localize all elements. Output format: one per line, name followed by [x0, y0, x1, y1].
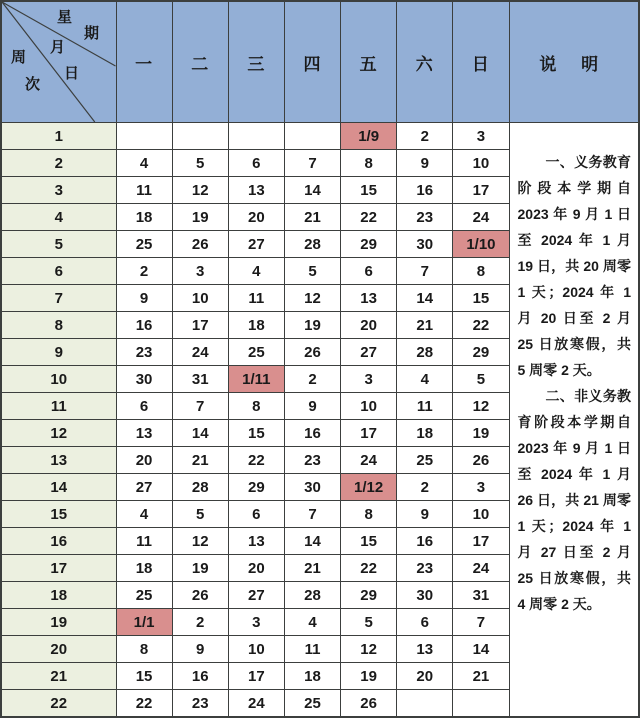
day-cell: 11: [397, 393, 453, 420]
notes-header: 说 明: [509, 1, 639, 123]
day-cell: 9: [116, 285, 172, 312]
day-cell: 29: [228, 474, 284, 501]
day-cell: 21: [453, 663, 509, 690]
day-cell: 14: [397, 285, 453, 312]
day-cell: 6: [228, 501, 284, 528]
day-cell: 21: [284, 555, 340, 582]
month-start-highlight-cell: 1/9: [341, 123, 397, 150]
day-cell: 10: [453, 501, 509, 528]
week-number-cell: 9: [1, 339, 116, 366]
header-row: [1, 1, 639, 123]
week-number-cell: 17: [1, 555, 116, 582]
day-cell: 16: [284, 420, 340, 447]
day-cell: 21: [397, 312, 453, 339]
day-cell: 8: [341, 150, 397, 177]
week-number-cell: 14: [1, 474, 116, 501]
week-number-cell: 8: [1, 312, 116, 339]
month-start-highlight-cell: 1/10: [453, 231, 509, 258]
day-cell: 8: [341, 501, 397, 528]
day-cell: 5: [341, 609, 397, 636]
day-cell: [172, 123, 228, 150]
week-number-cell: 15: [1, 501, 116, 528]
day-cell: 3: [453, 123, 509, 150]
week-number-cell: 4: [1, 204, 116, 231]
notes-paragraph: 一、义务教育阶段本学期自 2023 年 9 月 1 日至 2024 年 1 月 19 日，共 20 周零 1 天；2024 年 1 月 20 日至 2 月 25 日放寒假，共 5 周零 2 天。: [517, 154, 631, 378]
day-cell: 19: [172, 555, 228, 582]
day-cell: 9: [397, 150, 453, 177]
month-start-highlight-cell: 1/12: [341, 474, 397, 501]
day-cell: 7: [453, 609, 509, 636]
day-cell: 2: [172, 609, 228, 636]
day-cell: 16: [397, 177, 453, 204]
day-cell: [228, 123, 284, 150]
day-cell: 6: [116, 393, 172, 420]
day-cell: 23: [172, 690, 228, 718]
month-start-highlight-cell: 1/1: [116, 609, 172, 636]
day-cell: 4: [284, 609, 340, 636]
day-cell: [453, 690, 509, 718]
day-cell: 27: [228, 231, 284, 258]
day-cell: 28: [284, 231, 340, 258]
day-cell: 2: [284, 366, 340, 393]
day-cell: 28: [397, 339, 453, 366]
day-cell: 2: [397, 474, 453, 501]
day-cell: 15: [341, 177, 397, 204]
corner-label-day: 日: [64, 65, 80, 82]
week-number-cell: 3: [1, 177, 116, 204]
corner-label-week-1: 周: [11, 49, 27, 66]
day-cell: 19: [172, 204, 228, 231]
day-cell: 18: [116, 555, 172, 582]
day-cell: 10: [453, 150, 509, 177]
day-cell: 9: [172, 636, 228, 663]
day-cell: 30: [397, 231, 453, 258]
day-cell: 22: [341, 204, 397, 231]
corner-label-weekday-2: 期: [84, 25, 100, 42]
day-header-mon: 一: [116, 1, 172, 123]
day-cell: 18: [116, 204, 172, 231]
day-cell: 11: [284, 636, 340, 663]
day-cell: 5: [453, 366, 509, 393]
day-cell: 22: [341, 555, 397, 582]
day-cell: 26: [284, 339, 340, 366]
day-cell: 2: [116, 258, 172, 285]
day-cell: 25: [116, 231, 172, 258]
week-number-cell: 21: [1, 663, 116, 690]
day-cell: 8: [453, 258, 509, 285]
day-header-fri: 五: [341, 1, 397, 123]
day-cell: 7: [397, 258, 453, 285]
calendar-week-row: [1, 123, 639, 150]
day-cell: 21: [172, 447, 228, 474]
day-cell: 27: [341, 339, 397, 366]
day-header-sun: 日: [453, 1, 509, 123]
day-cell: 4: [116, 501, 172, 528]
day-header-tue: 二: [172, 1, 228, 123]
day-cell: 24: [341, 447, 397, 474]
day-cell: 20: [341, 312, 397, 339]
day-cell: 5: [172, 501, 228, 528]
day-cell: 17: [453, 177, 509, 204]
day-header-thu: 四: [284, 1, 340, 123]
day-cell: 23: [284, 447, 340, 474]
day-cell: 15: [116, 663, 172, 690]
day-cell: 28: [172, 474, 228, 501]
day-cell: 11: [116, 528, 172, 555]
day-cell: 17: [341, 420, 397, 447]
day-cell: 31: [172, 366, 228, 393]
day-cell: 3: [172, 258, 228, 285]
corner-header-cell: [1, 1, 116, 123]
day-cell: 7: [172, 393, 228, 420]
day-cell: [116, 123, 172, 150]
day-cell: 25: [397, 447, 453, 474]
day-cell: 16: [397, 528, 453, 555]
week-number-cell: 13: [1, 447, 116, 474]
day-cell: 17: [172, 312, 228, 339]
day-cell: 3: [341, 366, 397, 393]
day-cell: 24: [228, 690, 284, 718]
day-cell: 23: [397, 555, 453, 582]
day-cell: 10: [341, 393, 397, 420]
day-cell: [284, 123, 340, 150]
day-cell: 13: [228, 528, 284, 555]
day-cell: 24: [453, 555, 509, 582]
day-cell: 30: [284, 474, 340, 501]
week-number-cell: 19: [1, 609, 116, 636]
day-cell: 29: [341, 231, 397, 258]
day-cell: 7: [284, 150, 340, 177]
day-cell: 6: [341, 258, 397, 285]
day-cell: 31: [453, 582, 509, 609]
week-number-cell: 2: [1, 150, 116, 177]
day-header-wed: 三: [228, 1, 284, 123]
day-cell: 22: [116, 690, 172, 718]
day-cell: 10: [228, 636, 284, 663]
week-number-cell: 6: [1, 258, 116, 285]
week-number-cell: 16: [1, 528, 116, 555]
day-cell: 19: [341, 663, 397, 690]
day-cell: 7: [284, 501, 340, 528]
day-cell: 14: [284, 528, 340, 555]
day-cell: 9: [397, 501, 453, 528]
day-cell: 5: [284, 258, 340, 285]
day-cell: 20: [228, 204, 284, 231]
day-cell: 3: [453, 474, 509, 501]
corner-label-week-2: 次: [25, 76, 41, 93]
day-cell: 19: [453, 420, 509, 447]
day-cell: 8: [228, 393, 284, 420]
day-cell: 12: [453, 393, 509, 420]
day-cell: 23: [397, 204, 453, 231]
day-cell: [397, 690, 453, 718]
corner-label-month: 月: [50, 39, 66, 56]
month-start-highlight-cell: 1/11: [228, 366, 284, 393]
day-cell: 9: [284, 393, 340, 420]
day-cell: 13: [341, 285, 397, 312]
day-cell: 12: [172, 177, 228, 204]
day-cell: 28: [284, 582, 340, 609]
day-cell: 18: [228, 312, 284, 339]
week-number-cell: 10: [1, 366, 116, 393]
day-cell: 19: [284, 312, 340, 339]
day-cell: 6: [397, 609, 453, 636]
day-cell: 27: [228, 582, 284, 609]
day-cell: 30: [397, 582, 453, 609]
day-cell: 21: [284, 204, 340, 231]
day-cell: 8: [116, 636, 172, 663]
day-cell: 22: [228, 447, 284, 474]
day-cell: 26: [341, 690, 397, 718]
day-cell: 11: [116, 177, 172, 204]
day-cell: 15: [453, 285, 509, 312]
day-cell: 12: [284, 285, 340, 312]
week-number-cell: 22: [1, 690, 116, 718]
week-number-cell: 20: [1, 636, 116, 663]
day-cell: 16: [172, 663, 228, 690]
day-cell: 20: [397, 663, 453, 690]
week-number-cell: 7: [1, 285, 116, 312]
day-cell: 22: [453, 312, 509, 339]
corner-label-weekday-1: 星: [57, 9, 73, 26]
day-cell: 15: [341, 528, 397, 555]
day-cell: 27: [116, 474, 172, 501]
week-number-cell: 18: [1, 582, 116, 609]
day-cell: 14: [284, 177, 340, 204]
day-cell: 11: [228, 285, 284, 312]
day-cell: 29: [341, 582, 397, 609]
day-cell: 26: [453, 447, 509, 474]
week-number-cell: 11: [1, 393, 116, 420]
day-cell: 16: [116, 312, 172, 339]
day-cell: 20: [228, 555, 284, 582]
day-cell: 14: [172, 420, 228, 447]
day-cell: 12: [341, 636, 397, 663]
day-cell: 30: [116, 366, 172, 393]
day-cell: 18: [397, 420, 453, 447]
day-cell: 18: [284, 663, 340, 690]
day-cell: 17: [228, 663, 284, 690]
day-cell: 29: [453, 339, 509, 366]
day-cell: 25: [228, 339, 284, 366]
day-cell: 26: [172, 231, 228, 258]
day-cell: 25: [116, 582, 172, 609]
day-header-sat: 六: [397, 1, 453, 123]
day-cell: 15: [228, 420, 284, 447]
day-cell: 26: [172, 582, 228, 609]
day-cell: 13: [228, 177, 284, 204]
day-cell: 24: [453, 204, 509, 231]
day-cell: 14: [453, 636, 509, 663]
day-cell: 4: [116, 150, 172, 177]
day-cell: 23: [116, 339, 172, 366]
notes-cell: [509, 123, 639, 718]
week-number-cell: 1: [1, 123, 116, 150]
day-cell: 3: [228, 609, 284, 636]
day-cell: 17: [453, 528, 509, 555]
day-cell: 2: [397, 123, 453, 150]
notes-paragraph: 二、非义务教育阶段本学期自 2023 年 9 月 1 日至 2024 年 1 月 26 日，共 21 周零 1 天；2024 年 1 月 27 日至 2 月 25 日放寒假，共 4 周零 2 天。: [517, 388, 631, 612]
day-cell: 20: [116, 447, 172, 474]
day-cell: 25: [284, 690, 340, 718]
day-cell: 4: [397, 366, 453, 393]
day-cell: 13: [116, 420, 172, 447]
day-cell: 13: [397, 636, 453, 663]
day-cell: 24: [172, 339, 228, 366]
day-cell: 4: [228, 258, 284, 285]
week-number-cell: 12: [1, 420, 116, 447]
day-cell: 5: [172, 150, 228, 177]
day-cell: 10: [172, 285, 228, 312]
day-cell: 12: [172, 528, 228, 555]
week-number-cell: 5: [1, 231, 116, 258]
day-cell: 6: [228, 150, 284, 177]
